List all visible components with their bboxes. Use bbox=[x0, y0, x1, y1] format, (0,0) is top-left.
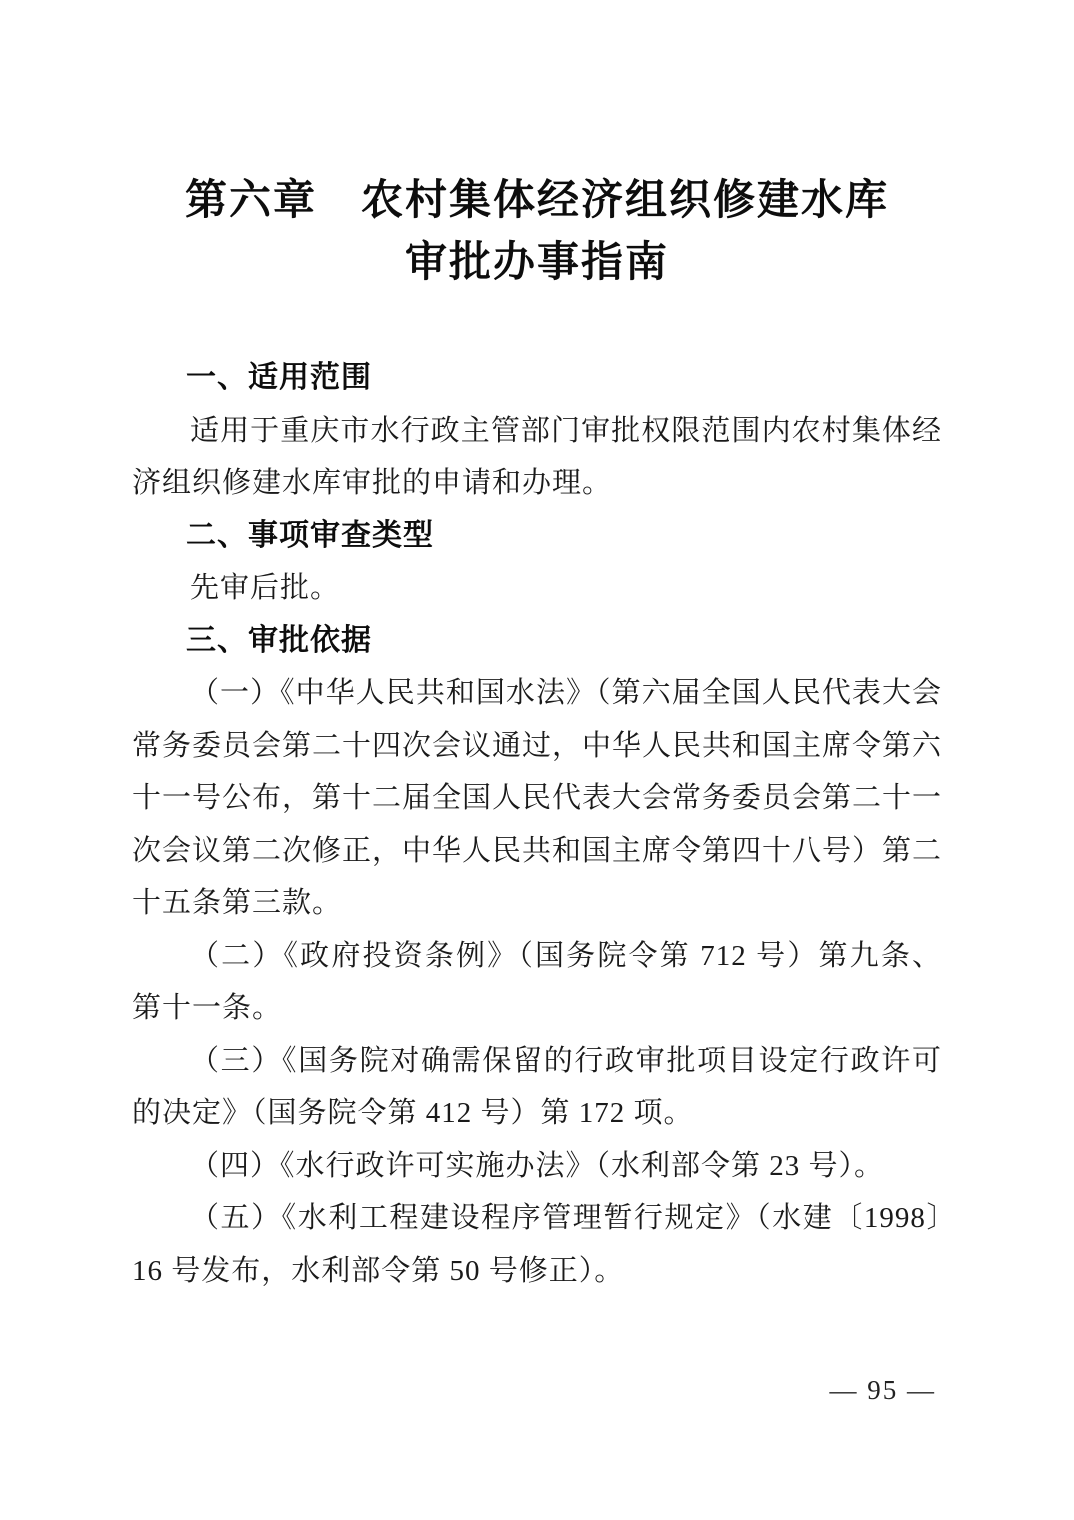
paragraph-basis-item-1: （一）《中华人民共和国水法》（第六届全国人民代表大会常务委员会第二十四次会议通过，中华人民共和国主席令第六十一号公布，第十二届全国人民代表大会常务委员会第二十一次会议第二次修正，中华人民共和国主席令第四十八号）第二十五条第三款。 bbox=[132, 677, 943, 919]
chapter-title-line-1: 第六章 农村集体经济组织修建水库 bbox=[184, 178, 889, 224]
chapter-title bbox=[132, 170, 942, 294]
paragraph-basis-item-5: （五）《水利工程建设程序管理暂行规定》（水建〔1998〕16 号发布，水利部令第 50 号修正）。 bbox=[132, 1202, 942, 1287]
section-heading-scope: 一、适用范围 bbox=[186, 361, 372, 394]
page-number: — 95 — bbox=[829, 1375, 936, 1405]
paragraph-basis-item-3: （三）《国务院对确需保留的行政审批项目设定行政许可的决定》（国务院令第 412 号）第 172 项。 bbox=[132, 1044, 942, 1129]
section-heading-approval-basis: 三、审批依据 bbox=[186, 623, 372, 657]
paragraph-review-type: 先审后批。 bbox=[190, 572, 341, 604]
chapter-title-line-2: 审批办事指南 bbox=[404, 240, 669, 286]
paragraph-scope: 适用于重庆市水行政主管部门审批权限范围内农村集体经济组织修建水库审批的申请和办理。 bbox=[132, 414, 942, 499]
section-heading-review-type: 二、事项审查类型 bbox=[186, 518, 434, 552]
paragraph-basis-item-4: （四）《水行政许可实施办法》（水利部令第 23 号）。 bbox=[190, 1149, 885, 1182]
document-body bbox=[132, 352, 942, 1297]
paragraph-basis-item-2: （二）《政府投资条例》（国务院令第 712 号）第九条、第十一条。 bbox=[132, 939, 942, 1024]
